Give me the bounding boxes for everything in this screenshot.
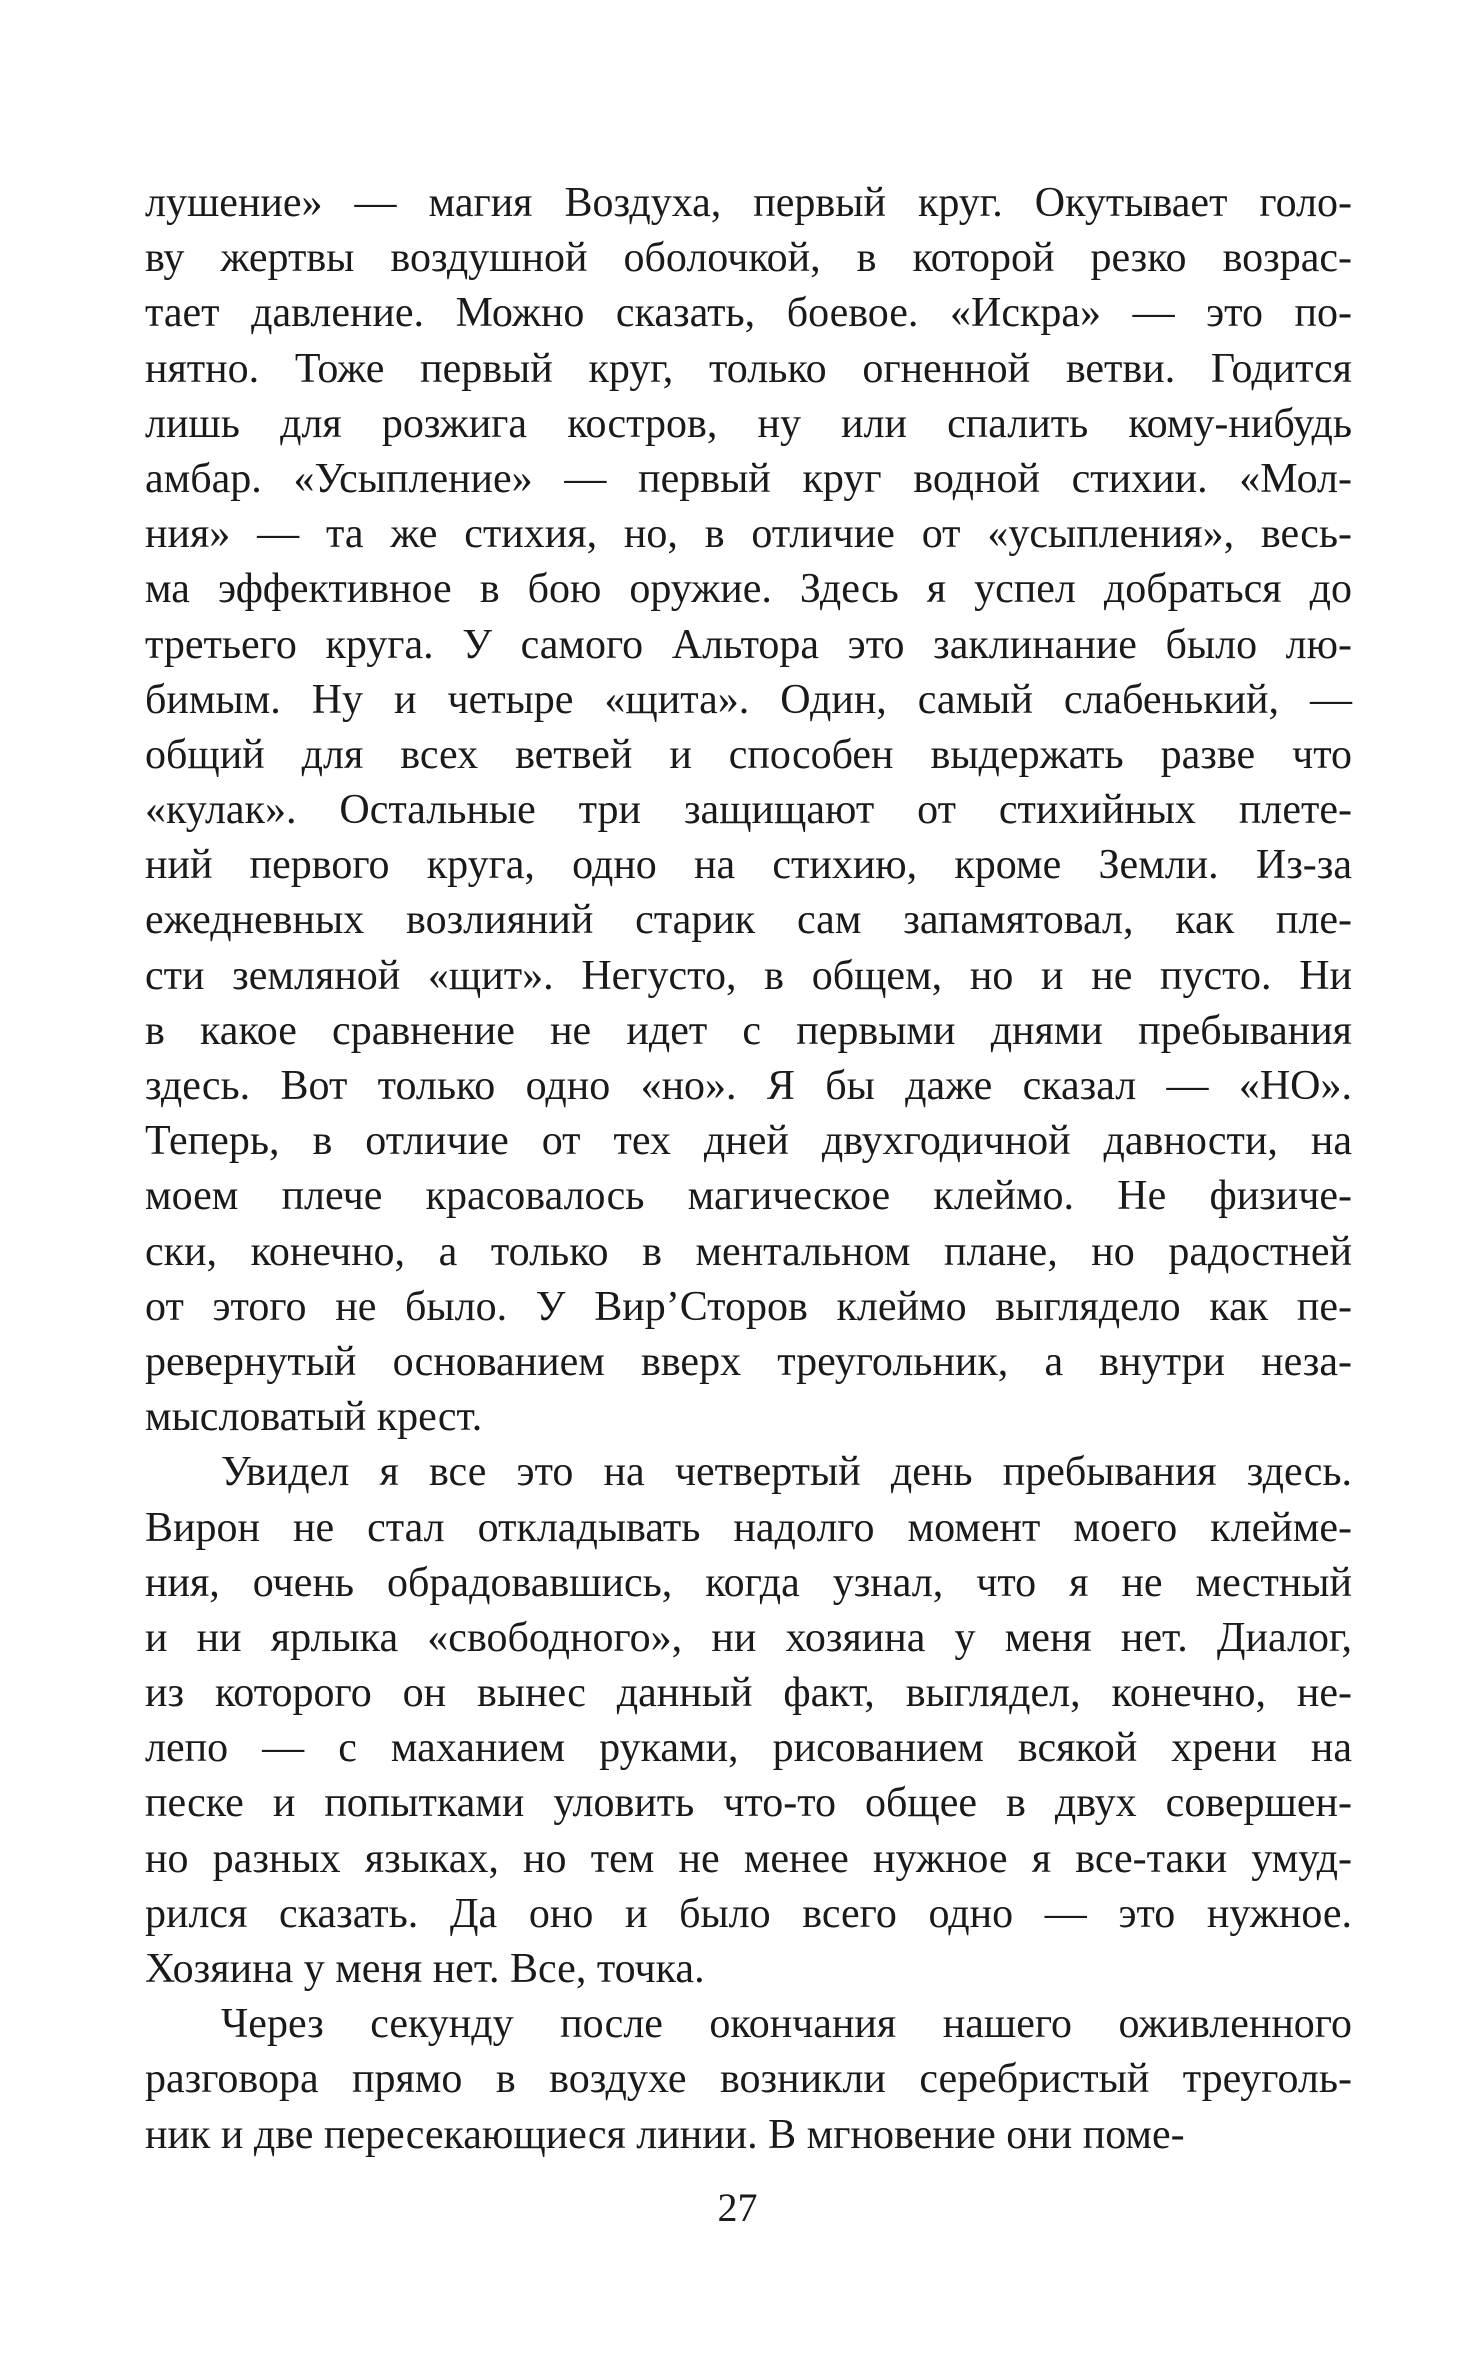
- text-line: ния, очень обрадовавшись, когда узнал, что я не местный: [145, 1559, 1352, 1606]
- text-line: ву жертвы воздушной оболочкой, в которой резко возрас-: [145, 235, 1352, 282]
- text-line: ма эффективное в бою оружие. Здесь я успел добраться до: [145, 566, 1352, 613]
- text-line: от этого не было. У Вир’Сторов клеймо выглядело как пе-: [145, 1283, 1352, 1330]
- text-line: бимым. Ну и четыре «щита». Один, самый слабенький, —: [145, 676, 1352, 723]
- text-line: лушение» — магия Воздуха, первый круг. Окутывает голо-: [145, 180, 1352, 226]
- text-line: Теперь, в отличие от тех дней двухгодичной давности, на: [145, 1118, 1352, 1165]
- text-line: Хозяина у меня нет. Все, точка.: [145, 1946, 705, 1992]
- text-line: лишь для розжига костров, ну или спалить кому-нибудь: [145, 400, 1352, 447]
- text-line: рился сказать. Да оно и было всего одно — это нужное.: [145, 1890, 1352, 1937]
- paragraph: [145, 176, 1352, 1445]
- paragraph: [145, 1445, 1352, 1997]
- page-number: 27: [717, 2185, 758, 2230]
- text-line: Увидел я все это на четвертый день пребывания здесь.: [221, 1449, 1352, 1496]
- text-line: мысловатый крест.: [145, 1394, 483, 1441]
- text-line: ний первого круга, одно на стихию, кроме Земли. Из-за: [145, 842, 1352, 889]
- text-line: третьего круга. У самого Альтора это заклинание было лю-: [145, 621, 1352, 668]
- text-line: нятно. Тоже первый круг, только огненной ветви. Годится: [145, 345, 1352, 392]
- text-line: ски, конечно, а только в ментальном плане, но радостней: [145, 1228, 1352, 1275]
- text-line: моем плече красовалось магическое клеймо. Не физиче-: [145, 1173, 1352, 1220]
- text-line: но разных языках, но тем не менее нужное я все-таки умуд-: [145, 1835, 1352, 1882]
- paragraph: [145, 1997, 1352, 2163]
- text-line: общий для всех ветвей и способен выдержать разве что: [145, 731, 1352, 778]
- text-line: ревернутый основанием вверх треугольник, а внутри неза-: [145, 1338, 1352, 1385]
- body-text: [145, 176, 1352, 2163]
- text-line: разговора прямо в воздухе возникли серебристый треуголь-: [145, 2056, 1352, 2103]
- text-line: «кулак». Остальные три защищают от стихийных плете-: [145, 787, 1352, 834]
- text-line: амбар. «Усыпление» — первый круг водной стихии. «Мол-: [145, 455, 1352, 502]
- text-line: лепо — с маханием руками, рисованием всякой хрени на: [145, 1725, 1352, 1772]
- text-line: и ни ярлыка «свободного», ни хозяина у меня нет. Диалог,: [145, 1614, 1352, 1661]
- text-line: из которого он вынес данный факт, выглядел, конечно, не-: [145, 1670, 1352, 1717]
- text-line: ежедневных возлияний старик сам запамятовал, как пле-: [145, 897, 1352, 944]
- text-line: Через секунду после окончания нашего оживленного: [221, 2001, 1352, 2048]
- text-line: здесь. Вот только одно «но». Я бы даже сказал — «НО».: [145, 1063, 1352, 1109]
- text-line: ник и две пересекающиеся линии. В мгновение они поме-: [145, 2111, 1185, 2158]
- text-line: сти земляной «щит». Негусто, в общем, но и не пусто. Ни: [145, 952, 1352, 999]
- text-line: в какое сравнение не идет с первыми днями пребывания: [145, 1007, 1352, 1054]
- text-line: тает давление. Можно сказать, боевое. «Искра» — это по-: [145, 290, 1352, 337]
- text-line: песке и попытками уловить что-то общее в двух совершен-: [145, 1780, 1352, 1827]
- text-line: ния» — та же стихия, но, в отличие от «усыпления», весь-: [145, 511, 1352, 558]
- text-line: Вирон не стал откладывать надолго момент моего клейме-: [145, 1504, 1352, 1551]
